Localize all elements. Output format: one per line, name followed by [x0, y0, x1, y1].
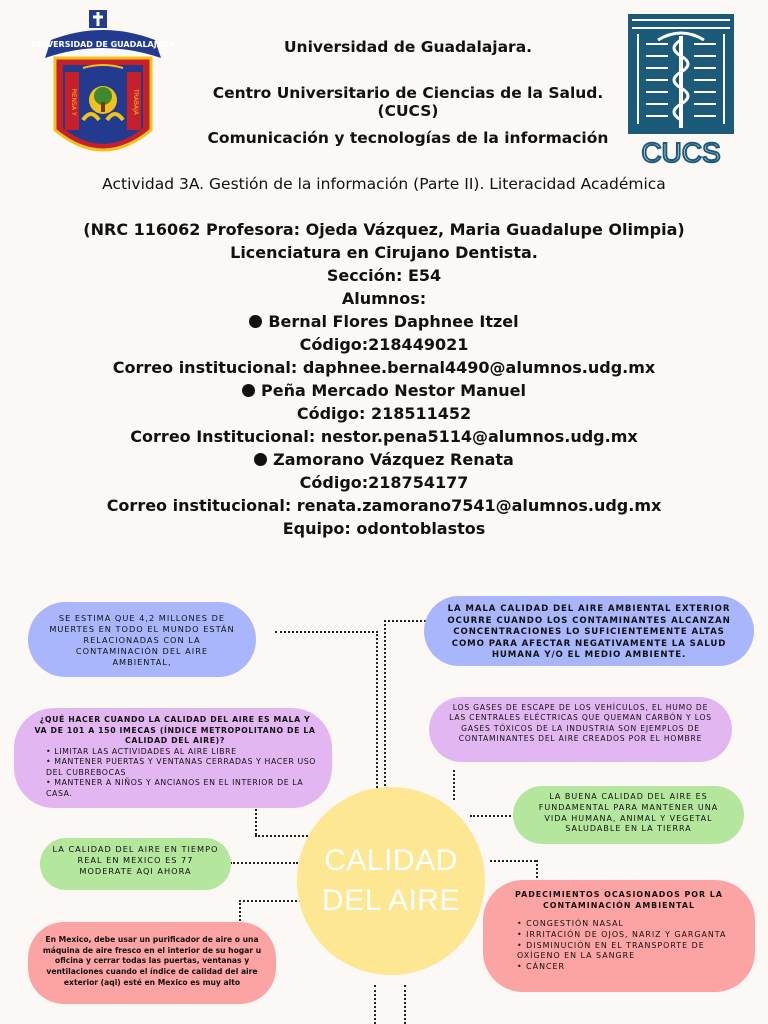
connector-line: [384, 620, 426, 622]
list-item: • CÁNCER: [517, 962, 565, 972]
bullet-icon: [249, 315, 262, 328]
center-topic-label: CALIDAD DEL AIRE: [322, 843, 460, 917]
connector-line: [374, 985, 376, 1024]
bubble-title: PADECIMIENTOS OCASIONADOS POR LA CONTAMINACIÓN AMBIENTAL: [515, 890, 723, 910]
bubble-text: LA CALIDAD DEL AIRE EN TIEMPO REAL EN MEXICO ES 77 MODERATE AQI AHORA: [52, 844, 219, 877]
student-2-email: Correo Institucional: nestor.pena5114@alumnos.udg.mx: [130, 427, 638, 446]
cucs-logo: [628, 14, 734, 168]
list-item: • IRRITACIÓN DE OJOS, NARIZ Y GARGANTA: [517, 930, 727, 940]
bubble-diseases: [483, 880, 755, 992]
bubble-title: ¿QUÉ HACER CUANDO LA CALIDAD DEL AIRE ES MALA Y VA DE 101 A 150 IMECAS (ÍNDICE METROPOLITANO DE LA CALIDAD DEL AIRE)?: [34, 715, 316, 746]
cucs-text: CUCS: [641, 137, 721, 168]
degree-line: Licenciatura en Cirujano Dentista.: [230, 243, 538, 262]
ug-right-ribbon: TRABAJA: [132, 89, 139, 115]
bubble-purifier-advice: [28, 922, 276, 1004]
bullet-icon: [242, 384, 255, 397]
section-line: Sección: E54: [326, 266, 442, 285]
student-2-name: Peña Mercado Nestor Manuel: [0, 381, 768, 400]
university-title: Universidad de Guadalajara.: [283, 38, 533, 56]
ug-banner-text: UNIVERSIDAD DE GUADALAJARA: [30, 40, 176, 49]
list-item: • CONGESTIÓN NASAL: [517, 919, 624, 929]
connector-line: [255, 835, 315, 837]
connector-line: [230, 862, 298, 864]
student-1-name: Bernal Flores Daphnee Itzel: [0, 312, 768, 331]
center-topic-circle: [297, 787, 485, 975]
bubble-deaths-statistic: [28, 602, 256, 677]
center-title: Centro Universitario de Ciencias de la Salud. (CUCS): [212, 84, 604, 120]
list-item: • MANTENER PUERTAS Y VENTANAS CERRADAS Y HACER USO DEL CUBREBOCAS: [46, 757, 317, 777]
students-label: Alumnos:: [341, 289, 427, 308]
course-title: Comunicación y tecnologías de la información: [207, 129, 609, 147]
student-1-email: Correo institucional: daphnee.bernal4490@alumnos.udg.mx: [112, 358, 656, 377]
list-item: • LIMITAR LAS ACTIVIDADES AL AIRE LIBRE: [46, 746, 237, 756]
bubble-what-to-do: [14, 708, 332, 808]
nrc-line: (NRC 116062 Profesora: Ojeda Vázquez, Maria Guadalupe Olimpia): [83, 220, 685, 239]
list-item: • MANTENER A NIÑOS Y ANCIANOS EN EL INTERIOR DE LA CASA.: [46, 778, 304, 798]
student-1-code: Código:218449021: [299, 335, 469, 354]
team-line: Equipo: odontoblastos: [282, 519, 486, 538]
connector-line: [275, 631, 378, 633]
bubble-good-air: [513, 786, 744, 844]
universidad-de-guadalajara-logo: [30, 10, 176, 166]
bullet-icon: [254, 453, 267, 466]
connector-line: [404, 985, 406, 1024]
bubble-text: LOS GASES DE ESCAPE DE LOS VEHÍCULOS, EL HUMO DE LAS CENTRALES ELÉCTRICAS QUE QUEMAN CARBÓN Y LOS GASES TÓXICOS DE LA INDUSTRIA SON EJEMPLOS DE CONTAMINANTES DEL AIRE CREADOS POR EL HOMBRE: [449, 703, 712, 743]
connector-line: [453, 770, 455, 800]
connector-line: [384, 620, 386, 790]
bubble-pollutant-examples: [429, 697, 732, 762]
bubble-text: LA MALA CALIDAD DEL AIRE AMBIENTAL EXTERIOR OCURRE CUANDO LOS CONTAMINANTES ALCANZAN CONCENTRACIONES LO SUFICIENTEMENTE ALTAS COMO PARA AFECTAR NEGATIVAMENTE LA SALUD HUMANA Y/O EL MEDIO AMBIENTE.: [447, 604, 731, 661]
connector-line: [376, 631, 378, 791]
bubble-text: SE ESTIMA QUE 4,2 MILLONES DE MUERTES EN TODO EL MUNDO ESTÁN RELACIONADAS CON LA CONTAMINACIÓN DEL AIRE AMBIENTAL,: [49, 613, 235, 668]
connector-line: [490, 860, 536, 862]
bubble-text: En Mexico, debe usar un purificador de aire o una máquina de aire fresco en el interior de su hogar u oficina y cerrar todas las puertas, ventanas y ventilaciones cuando el índice de calidad del aire exterior (aqi) esté en Mexico es muy alto: [42, 935, 262, 987]
bubble-text: LA BUENA CALIDAD DEL AIRE ES FUNDAMENTAL PARA MANTENER UNA VIDA HUMANA, ANIMAL Y VEGETAL SALUDABLE EN LA TIERRA: [538, 792, 719, 834]
student-3-name: Zamorano Vázquez Renata: [0, 450, 768, 469]
ug-left-ribbon: PIENSA Y: [70, 88, 77, 116]
student-3-email: Correo institucional: renata.zamorano7541@alumnos.udg.mx: [106, 496, 662, 515]
activity-title: Actividad 3A. Gestión de la información (Parte II). Literacidad Académica: [102, 175, 666, 193]
student-2-code: Código: 218511452: [296, 404, 472, 423]
connector-line: [536, 860, 538, 882]
bubble-poor-air-definition: [424, 596, 754, 666]
bubble-realtime-aqi: [40, 838, 231, 890]
list-item: • DISMINUCIÓN EN EL TRANSPORTE DE OXÍGENO EN LA SANGRE: [517, 940, 705, 961]
student-3-code: Código:218754177: [299, 473, 469, 492]
connector-line: [470, 815, 515, 817]
